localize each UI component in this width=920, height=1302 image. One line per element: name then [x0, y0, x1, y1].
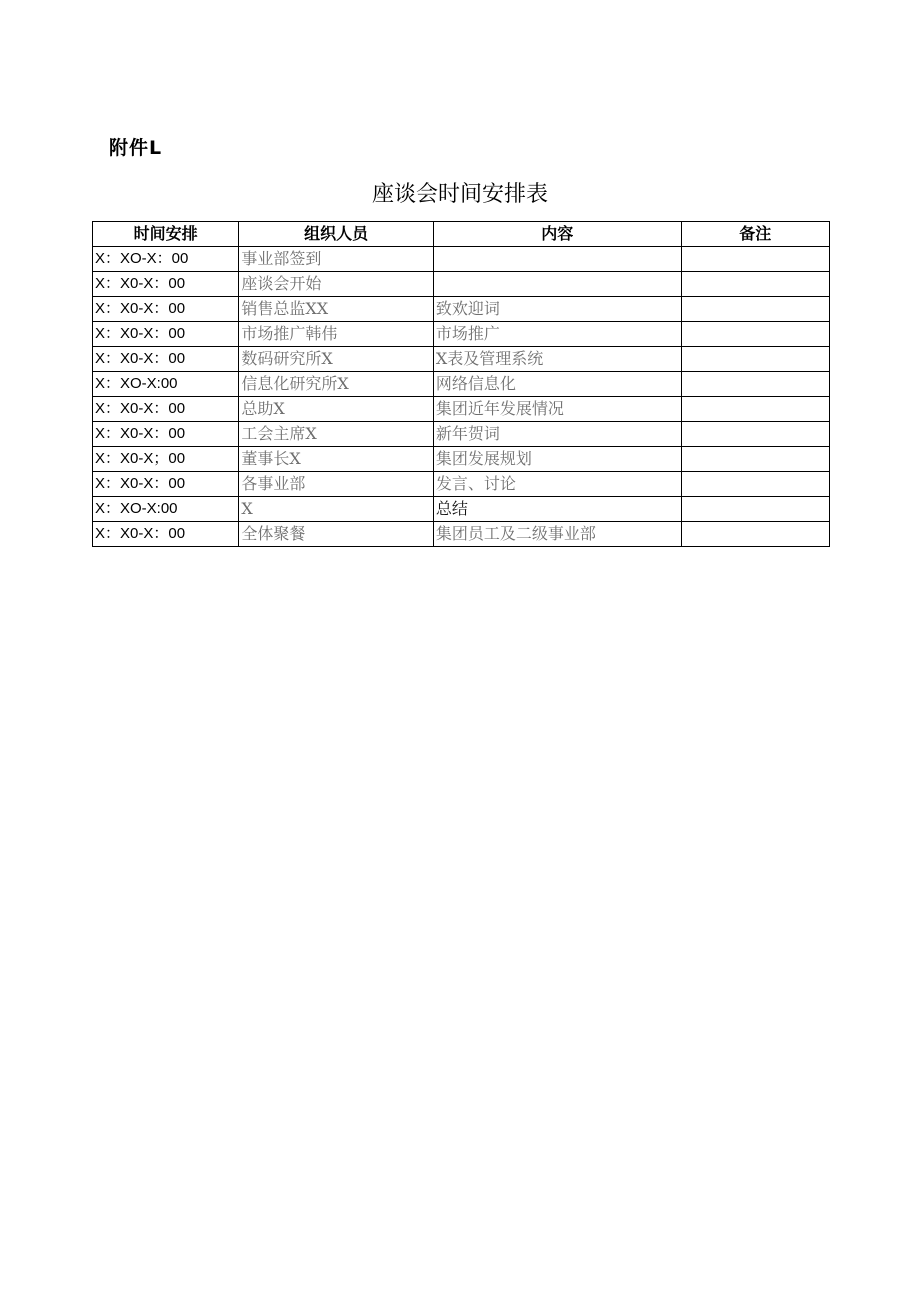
note-cell: [681, 322, 829, 347]
time-cell: X：X0-X：00: [93, 272, 239, 297]
time-cell: X：X0-X：00: [93, 347, 239, 372]
content-cell: 致欢迎词: [433, 297, 681, 322]
organizer-cell: 销售总监XX: [239, 297, 433, 322]
content-cell: [433, 272, 681, 297]
note-cell: [681, 297, 829, 322]
schedule-table: [92, 221, 830, 547]
organizer-cell: 董事长X: [239, 447, 433, 472]
table-row: [93, 447, 830, 472]
header-note: 备注: [681, 222, 829, 247]
note-cell: [681, 472, 829, 497]
content-cell: 集团近年发展情况: [433, 397, 681, 422]
time-cell: X：X0-X：00: [93, 422, 239, 447]
table-row: [93, 397, 830, 422]
organizer-cell: 各事业部: [239, 472, 433, 497]
note-cell: [681, 247, 829, 272]
note-cell: [681, 497, 829, 522]
time-cell: X：X0-X：00: [93, 322, 239, 347]
note-cell: [681, 522, 829, 547]
organizer-cell: 事业部签到: [239, 247, 433, 272]
note-cell: [681, 372, 829, 397]
time-cell: X：XO-X：00: [93, 247, 239, 272]
table-header: [93, 222, 830, 247]
time-cell: X：X0-X：00: [93, 397, 239, 422]
organizer-cell: 市场推广韩伟: [239, 322, 433, 347]
table-row: [93, 297, 830, 322]
header-time: 时间安排: [93, 222, 239, 247]
content-cell: 新年贺词: [433, 422, 681, 447]
note-cell: [681, 397, 829, 422]
content-cell: 总结: [433, 497, 681, 522]
table-row: [93, 472, 830, 497]
organizer-cell: 座谈会开始: [239, 272, 433, 297]
note-cell: [681, 422, 829, 447]
table-row: [93, 247, 830, 272]
content-cell: 市场推广: [433, 322, 681, 347]
table-row: [93, 272, 830, 297]
time-cell: X：X0-X：00: [93, 472, 239, 497]
table-body: [93, 247, 830, 547]
time-cell: X：X0-X：00: [93, 522, 239, 547]
table-row: [93, 347, 830, 372]
organizer-cell: X: [239, 497, 433, 522]
organizer-cell: 信息化研究所X: [239, 372, 433, 397]
table-row: [93, 372, 830, 397]
table-row: [93, 497, 830, 522]
table-row: [93, 522, 830, 547]
content-cell: [433, 247, 681, 272]
note-cell: [681, 347, 829, 372]
table-row: [93, 322, 830, 347]
header-content: 内容: [433, 222, 681, 247]
note-cell: [681, 272, 829, 297]
note-cell: [681, 447, 829, 472]
content-cell: 集团发展规划: [433, 447, 681, 472]
organizer-cell: 工会主席X: [239, 422, 433, 447]
time-cell: X：X0-X；00: [93, 447, 239, 472]
content-cell: 发言、讨论: [433, 472, 681, 497]
time-cell: X：XO-X:00: [93, 497, 239, 522]
organizer-cell: 总助X: [239, 397, 433, 422]
time-cell: X：XO-X:00: [93, 372, 239, 397]
table-row: [93, 422, 830, 447]
document-title: 座谈会时间安排表: [371, 182, 548, 207]
content-cell: X表及管理系统: [433, 347, 681, 372]
organizer-cell: 全体聚餐: [239, 522, 433, 547]
header-organizer: 组织人员: [239, 222, 433, 247]
content-cell: 集团员工及二级事业部: [433, 522, 681, 547]
header-row: [93, 222, 830, 247]
time-cell: X：X0-X：00: [93, 297, 239, 322]
organizer-cell: 数码研究所X: [239, 347, 433, 372]
content-cell: 网络信息化: [433, 372, 681, 397]
attachment-label: 附件L: [109, 137, 163, 159]
